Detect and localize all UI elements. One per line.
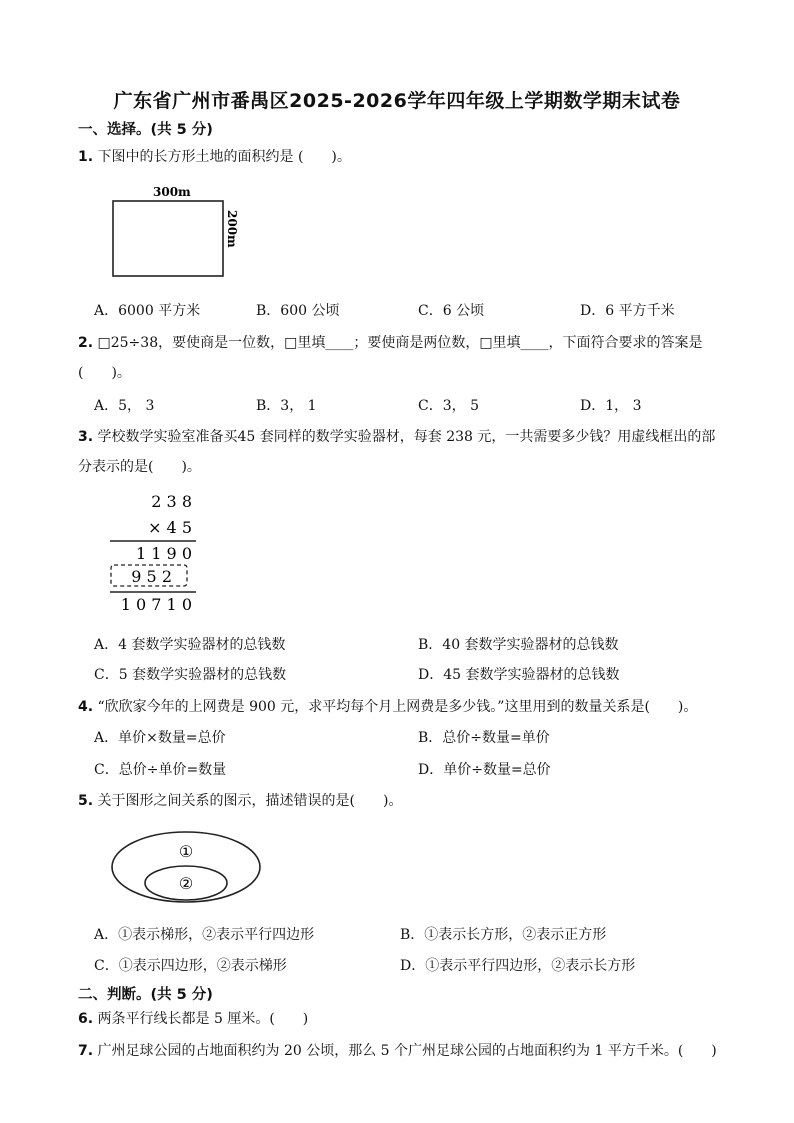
calc-row-product: 1 0 7 1 0 — [120, 595, 192, 614]
multiplication-figure — [100, 486, 210, 618]
calc-row-partial-2: 9 5 2 — [131, 567, 172, 586]
question-1 — [78, 146, 351, 166]
q1-option-d[interactable]: D．6 平方千米 — [580, 303, 675, 319]
question-3-line2: 分表示的是( )。 — [78, 459, 201, 475]
question-text: 广州足球公园的占地面积约为 20 公顷，那么 5 个广州足球公园的占地面积约为 1 平方千米。( ) — [97, 1043, 717, 1059]
q3-option-b[interactable]: B．40 套数学实验器材的总钱数 — [418, 637, 619, 653]
calc-row-multiplier: × 4 5 — [148, 518, 192, 537]
question-number: 7. — [78, 1043, 94, 1059]
question-text: 关于图形之间关系的图示，描述错误的是( )。 — [97, 793, 403, 809]
question-number: 5. — [78, 793, 94, 809]
q4-option-b[interactable]: B．总价÷数量=单价 — [418, 730, 550, 746]
q3-option-d[interactable]: D．45 套数学实验器材的总钱数 — [418, 667, 620, 683]
q5-option-d[interactable]: D．①表示平行四边形，②表示长方形 — [400, 958, 636, 974]
q3-option-c[interactable]: C．5 套数学实验器材的总钱数 — [94, 667, 287, 683]
question-2 — [78, 332, 703, 352]
question-text: “欣欣家今年的上网费是 900 元，求平均每个月上网费是多少钱。”这里用到的数量关系是( )。 — [97, 699, 698, 715]
question-text-line1: 学校数学实验室准备买45 套同样的数学实验器材，每套 238 元，一共需要多少钱？用虚线框出的部 — [97, 429, 716, 445]
q2-option-a[interactable]: A．5， 3 — [94, 398, 155, 414]
q3-option-a[interactable]: A．4 套数学实验器材的总钱数 — [94, 637, 286, 653]
question-2-line2: ( )。 — [78, 365, 131, 381]
rectangle-figure — [100, 180, 250, 290]
question-4 — [78, 696, 697, 716]
rectangle-side-label: 200m — [225, 210, 239, 248]
question-6 — [78, 1008, 308, 1028]
question-text: 下图中的长方形土地的面积约是 ( )。 — [97, 149, 351, 165]
q5-option-a[interactable]: A．①表示梯形，②表示平行四边形 — [94, 927, 315, 943]
q1-option-a[interactable]: A．6000 平方米 — [94, 303, 201, 319]
question-text: 两条平行线长都是 5 厘米。( ) — [97, 1011, 309, 1027]
q4-option-a[interactable]: A．单价×数量=总价 — [94, 730, 226, 746]
page-title: 广东省广州市番禺区2025-2026学年四年级上学期数学期末试卷 — [113, 90, 681, 112]
question-number: 2. — [78, 335, 94, 351]
question-5 — [78, 790, 402, 810]
question-number: 4. — [78, 699, 94, 715]
inner-label: ② — [178, 874, 194, 893]
q1-option-b[interactable]: B．600 公顷 — [256, 303, 340, 319]
q5-option-c[interactable]: C．①表示四边形，②表示梯形 — [94, 958, 287, 974]
q4-option-d[interactable]: D．单价÷数量=总价 — [418, 762, 551, 778]
q5-option-b[interactable]: B．①表示长方形，②表示正方形 — [400, 927, 607, 943]
rectangle-top-label: 300m — [153, 185, 191, 199]
venn-figure — [106, 826, 270, 908]
outer-label: ① — [178, 842, 194, 861]
section-1-heading: 一、选择。(共 5 分) — [78, 122, 213, 138]
q2-option-c[interactable]: C．3， 5 — [418, 398, 479, 414]
question-number: 6. — [78, 1011, 94, 1027]
question-number: 3. — [78, 429, 94, 445]
calc-row-partial-1: 1 1 9 0 — [136, 544, 192, 563]
q2-option-d[interactable]: D．1， 3 — [580, 398, 642, 414]
question-number: 1. — [78, 149, 94, 165]
q2-option-b[interactable]: B．3， 1 — [256, 398, 317, 414]
question-text-line1: □25÷38，要使商是一位数，□里填____；要使商是两位数，□里填____，下面符合要求的答案是 — [97, 335, 703, 351]
q4-option-c[interactable]: C．总价÷单价=数量 — [94, 762, 227, 778]
calc-row-multiplicand: 2 3 8 — [151, 492, 192, 511]
rectangle-shape — [113, 201, 223, 276]
question-7 — [78, 1040, 717, 1060]
section-2-heading: 二、判断。(共 5 分) — [78, 987, 213, 1003]
question-3 — [78, 426, 715, 446]
q1-option-c[interactable]: C．6 公顷 — [418, 303, 485, 319]
